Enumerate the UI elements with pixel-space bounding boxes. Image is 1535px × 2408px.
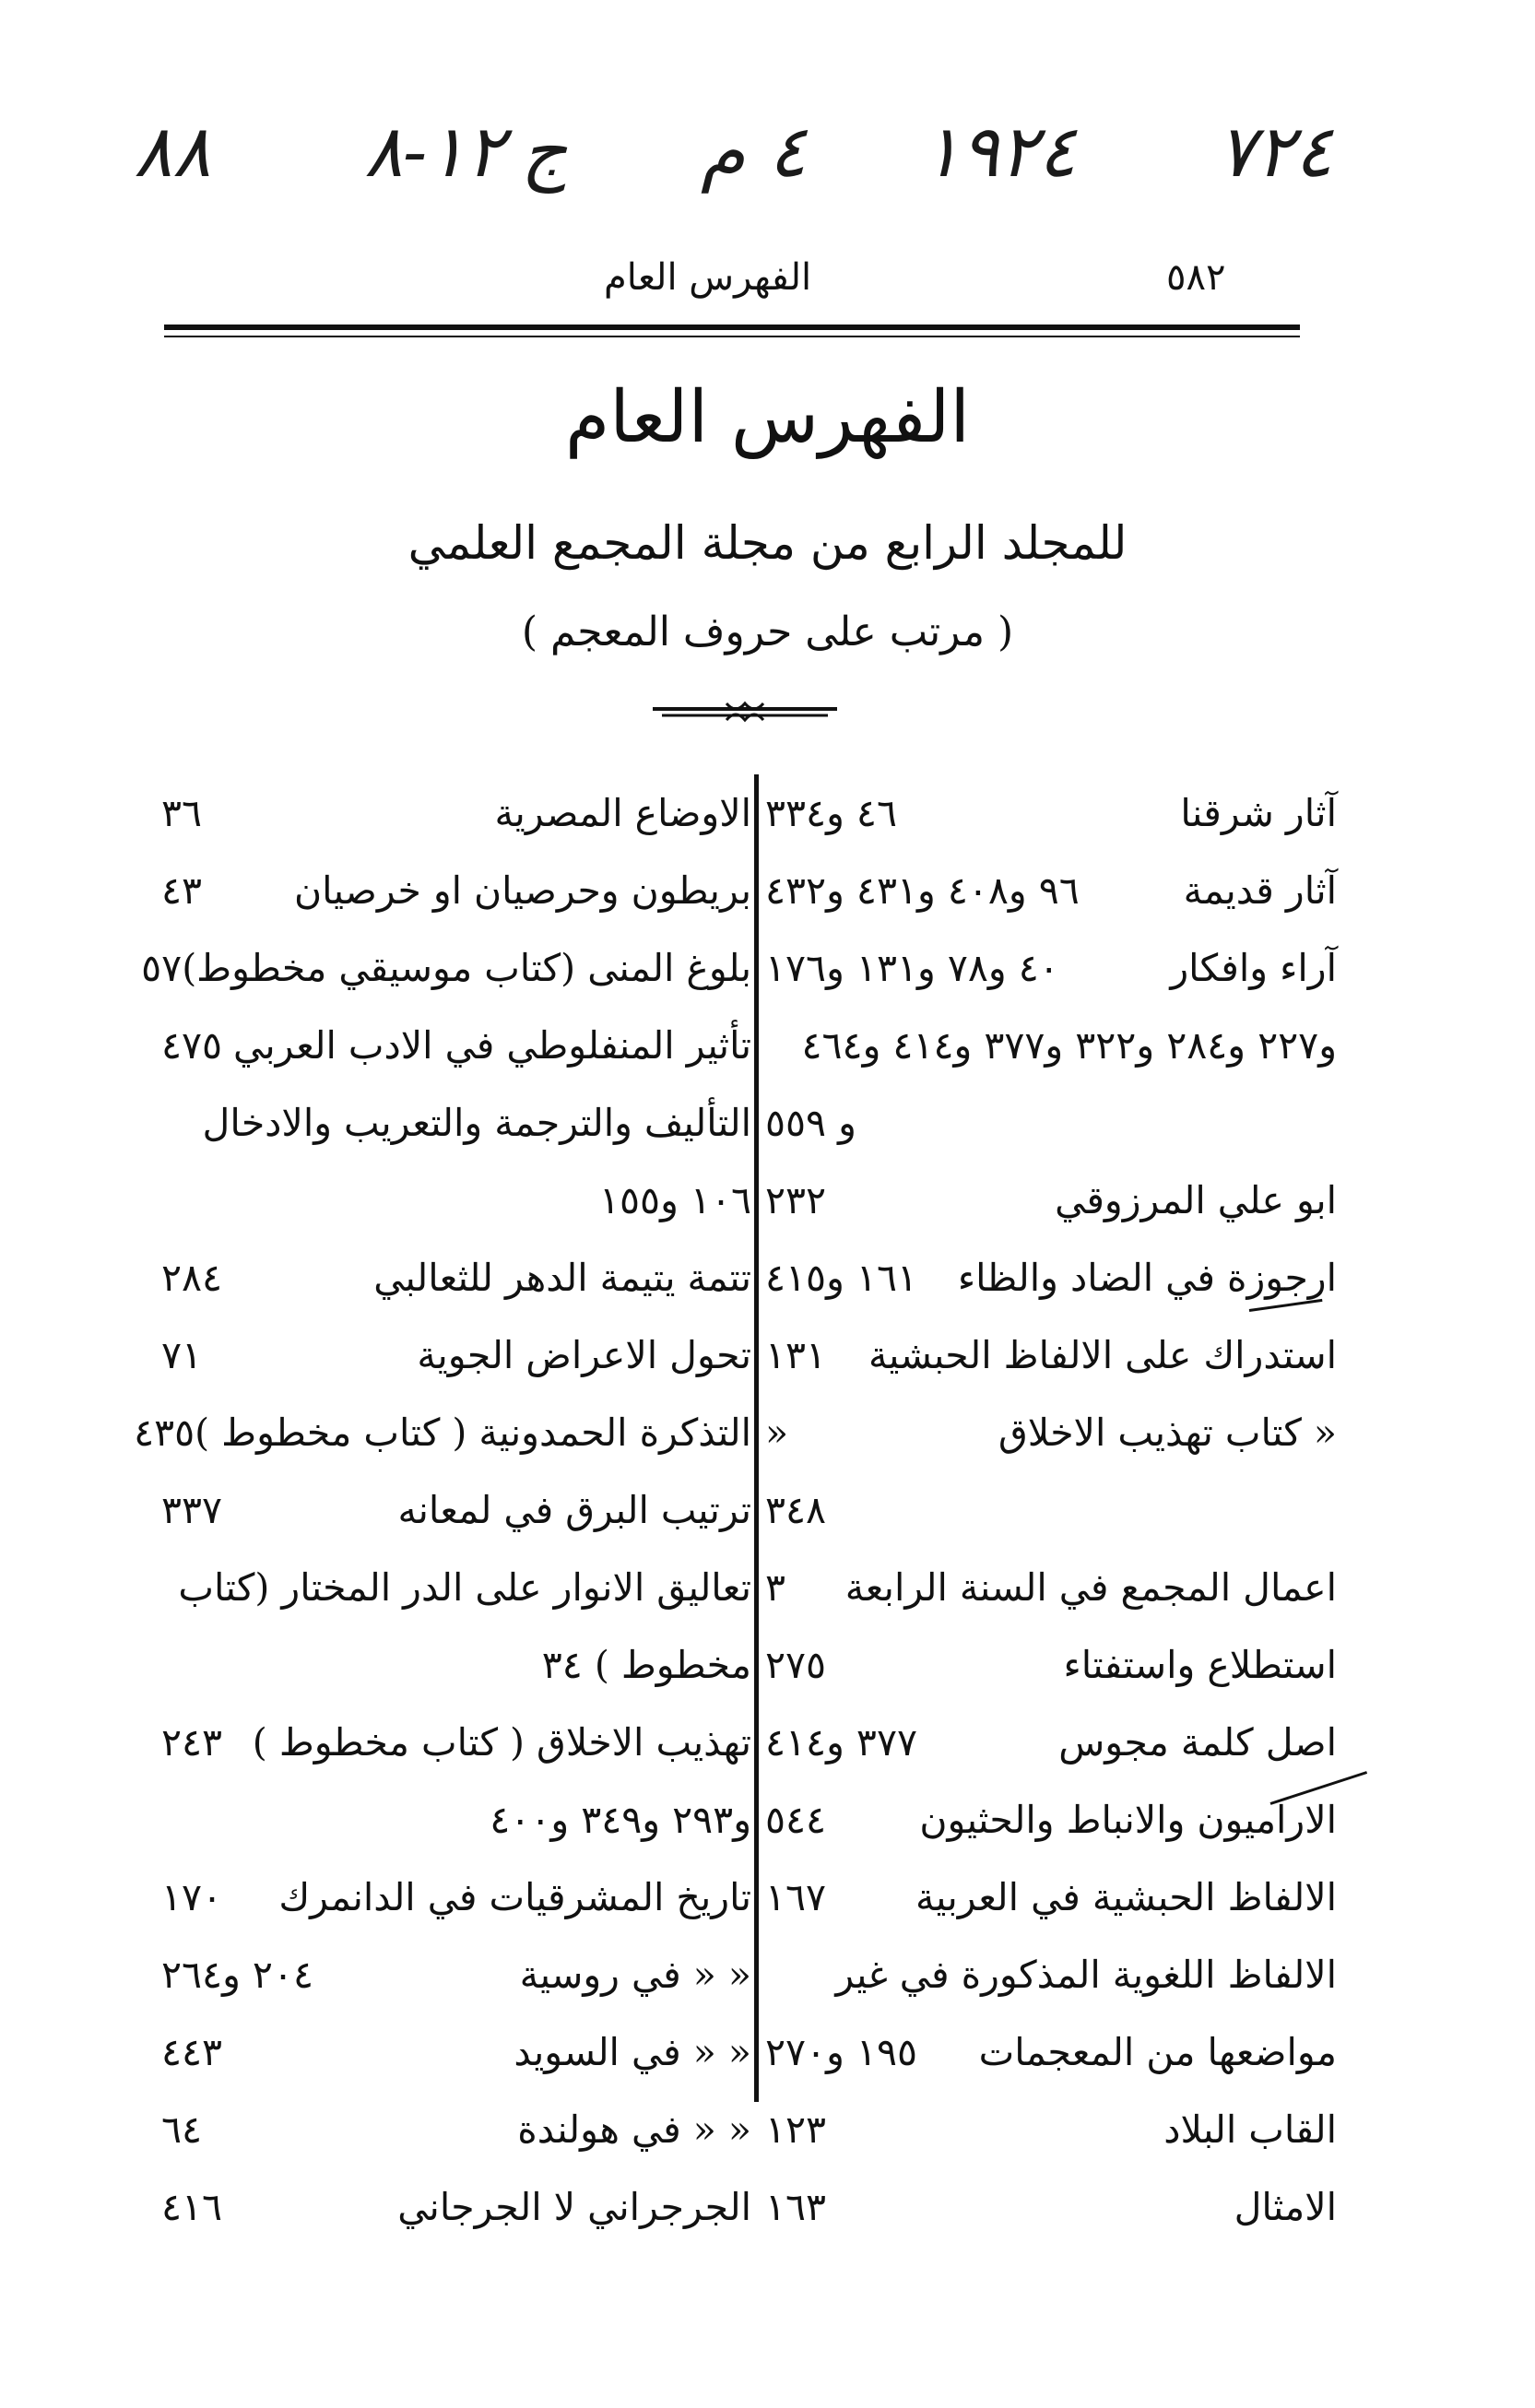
- running-head-title: الفهرس العام: [604, 256, 812, 299]
- index-column-right: [765, 774, 1337, 2246]
- entry-page: ١٢٣: [765, 2107, 827, 2152]
- entry-title: اصل كلمة مجوس: [1058, 1720, 1337, 1765]
- index-entry: [765, 1781, 1337, 1859]
- index-entry: [765, 1936, 1337, 2013]
- header-rule: [164, 325, 1300, 330]
- handwritten-note: ٨٨: [134, 111, 211, 194]
- entry-title: « « في روسية: [519, 1953, 751, 1997]
- entry-title: و٢٢٧ و٢٨٤ و٣٢٢ و٣٧٧ و٤١٤ و٤٦٤: [801, 1023, 1337, 1068]
- page-title: الفهرس العام: [564, 376, 971, 459]
- entry-title: ابو علي المرزوقي: [1055, 1178, 1337, 1222]
- entry-title: ترتيب البرق في لمعانه: [397, 1488, 751, 1532]
- index-entry: [161, 1781, 751, 1859]
- index-entry: [161, 774, 751, 852]
- entry-page: ٢٨٤: [161, 1256, 223, 1300]
- entry-title: تأثير المنفلوطي في الادب العربي: [233, 1023, 751, 1068]
- header-rule-thin: [164, 336, 1300, 337]
- index-entry: [161, 1007, 751, 1084]
- entry-page: ١٦٧: [765, 1875, 827, 1919]
- entry-title: « كتاب تهذيب الاخلاق: [998, 1411, 1337, 1455]
- index-entry: [765, 1084, 1337, 1162]
- handwritten-note: ٤ م: [701, 111, 807, 194]
- entry-page: ١٦١ و٤١٥: [765, 1256, 917, 1300]
- entry-title: الالفاظ الحبشية في العربية: [915, 1875, 1337, 1919]
- entry-page: ٧١: [161, 1333, 203, 1377]
- index-entry: [765, 774, 1337, 852]
- entry-page: ٤٤٣: [161, 2030, 223, 2074]
- index-entry: [161, 1704, 751, 1781]
- index-entry: [134, 1394, 751, 1471]
- index-entry: [765, 1316, 1337, 1394]
- entry-title: « « في السويد: [514, 2030, 751, 2074]
- entry-title: الاوضاع المصرية: [494, 791, 751, 835]
- entry-page: ٢٠٤ و٢٦٤: [161, 1953, 313, 1997]
- entry-title: التذكرة الحمدونية ( كتاب مخطوط ): [195, 1411, 751, 1455]
- page-number: ٥٨٢: [1166, 256, 1226, 299]
- entry-page: ١٣١: [765, 1333, 827, 1377]
- index-entry: [765, 2013, 1337, 2091]
- entry-title: بريطون وحرصيان او خرصيان: [294, 868, 751, 913]
- entry-page: ١٧٠: [161, 1875, 223, 1919]
- entry-title: تتمة يتيمة الدهر للثعالبي: [373, 1256, 751, 1300]
- entry-page: ٢٣٢: [765, 1178, 827, 1222]
- entry-page: ٤٧٥: [161, 1023, 223, 1068]
- index-entry: [765, 1007, 1337, 1084]
- entry-title: تحول الاعراض الجوية: [417, 1333, 751, 1377]
- entry-title: « « في هولندة: [517, 2107, 751, 2152]
- entry-title: مخطوط ) ٣٤: [541, 1643, 751, 1687]
- index-column-left: [134, 774, 751, 2246]
- index-entry: [765, 1549, 1337, 1626]
- index-entry: [765, 1239, 1337, 1316]
- entry-title: الاراميون والانباط والحثيون: [919, 1798, 1337, 1842]
- entry-page: ٣: [765, 1565, 786, 1610]
- entry-page: ١٦٣: [765, 2185, 827, 2229]
- index-entry: [161, 1549, 751, 1626]
- page-subtitle-note: ( مرتب على حروف المعجم ): [521, 608, 1014, 655]
- index-entry: [161, 1084, 751, 1162]
- entry-title: تعاليق الانوار على الدر المختار (كتاب: [178, 1565, 751, 1610]
- index-entry: [765, 1704, 1337, 1781]
- entry-page: ٢٧٥: [765, 1643, 827, 1687]
- entry-page: ٢٤٣: [161, 1720, 223, 1765]
- entry-title: التأليف والترجمة والتعريب والادخال: [202, 1101, 751, 1145]
- index-entry: [161, 1626, 751, 1704]
- index-entry: [161, 1471, 751, 1549]
- entry-page: ٤٣٥: [134, 1411, 195, 1455]
- entry-page: ٤٠ و٧٨ و١٣١ و١٧٦: [765, 946, 1059, 990]
- entry-title: الامثال: [1234, 2185, 1337, 2229]
- index-entry: [765, 1626, 1337, 1704]
- entry-page: ١٩٥ و٢٧٠: [765, 2030, 917, 2074]
- index-entry: [765, 2091, 1337, 2168]
- ornament-divider: [653, 696, 837, 727]
- entry-page: ٣٦: [161, 791, 203, 835]
- entry-title: تاريخ المشرقيات في الدانمرك: [278, 1875, 751, 1919]
- entry-page: ٣٧٧ و٤١٤: [765, 1720, 917, 1765]
- entry-title: مواضعها من المعجمات: [978, 2030, 1337, 2074]
- entry-title: استطلاع واستفتاء: [1063, 1643, 1337, 1687]
- entry-title: ارجوزة في الضاد والظاء: [957, 1256, 1337, 1300]
- index-entry: [765, 852, 1337, 929]
- entry-page: ٤٣: [161, 868, 203, 913]
- index-entry: [765, 1471, 1337, 1549]
- index-entry: [141, 929, 751, 1007]
- index-entry: [161, 1859, 751, 1936]
- entry-page: و ٥٥٩: [765, 1101, 856, 1145]
- entry-title: و٢٩٣ و٣٤٩ و٤٠٠: [490, 1798, 751, 1842]
- entry-page: ٣٣٧: [161, 1488, 223, 1532]
- entry-title: ١٠٦ و١٥٥: [599, 1178, 751, 1222]
- entry-title: الجرجراني لا الجرجاني: [397, 2185, 751, 2229]
- entry-page: ٦٤: [161, 2107, 203, 2152]
- entry-page: ٩٦ و٤٠٨ و٤٣١ و٤٣٢: [765, 868, 1080, 913]
- entry-title: آثار قديمة: [1183, 868, 1337, 913]
- index-entry: [161, 1316, 751, 1394]
- entry-title: اعمال المجمع في السنة الرابعة: [844, 1565, 1337, 1610]
- entry-page: «: [765, 1411, 789, 1455]
- index-entry: [765, 929, 1337, 1007]
- handwritten-note: ج: [521, 111, 568, 194]
- index-entry: [161, 852, 751, 929]
- entry-page: ٥٧: [141, 946, 183, 990]
- index-entry: [765, 1162, 1337, 1239]
- handwritten-note: ٧٢٤: [1217, 111, 1333, 194]
- index-entry: [161, 1936, 751, 2013]
- index-entry: [765, 1394, 1337, 1471]
- entry-title: آثار شرقنا: [1180, 791, 1337, 835]
- entry-title: استدراك على الالفاظ الحبشية: [868, 1333, 1337, 1377]
- entry-title: بلوغ المنى (كتاب موسيقي مخطوط): [182, 946, 751, 990]
- entry-title: آراء وافكار: [1170, 946, 1337, 990]
- page-subtitle: للمجلد الرابع من مجلة المجمع العلمي: [407, 516, 1128, 570]
- entry-page: ٣٤٨: [765, 1488, 827, 1532]
- index-entry: [161, 1239, 751, 1316]
- entry-title: الالفاظ اللغوية المذكورة في غير: [835, 1953, 1337, 1997]
- index-entry: [765, 2168, 1337, 2246]
- entry-page: ٤١٦: [161, 2185, 223, 2229]
- index-entry: [161, 2013, 751, 2091]
- index-entry: [765, 1859, 1337, 1936]
- entry-page: ٥٤٤: [765, 1798, 827, 1842]
- handwritten-note: ١٩٢٤: [922, 111, 1077, 194]
- entry-page: ٤٦ و٣٣٤: [765, 791, 897, 835]
- index-entry: [161, 2168, 751, 2246]
- entry-title: تهذيب الاخلاق ( كتاب مخطوط ): [252, 1720, 751, 1765]
- index-entry: [161, 2091, 751, 2168]
- entry-title: القاب البلاد: [1163, 2107, 1337, 2152]
- column-divider: [754, 774, 759, 2102]
- index-entry: [161, 1162, 751, 1239]
- handwritten-note: ١٢-٨: [364, 111, 505, 194]
